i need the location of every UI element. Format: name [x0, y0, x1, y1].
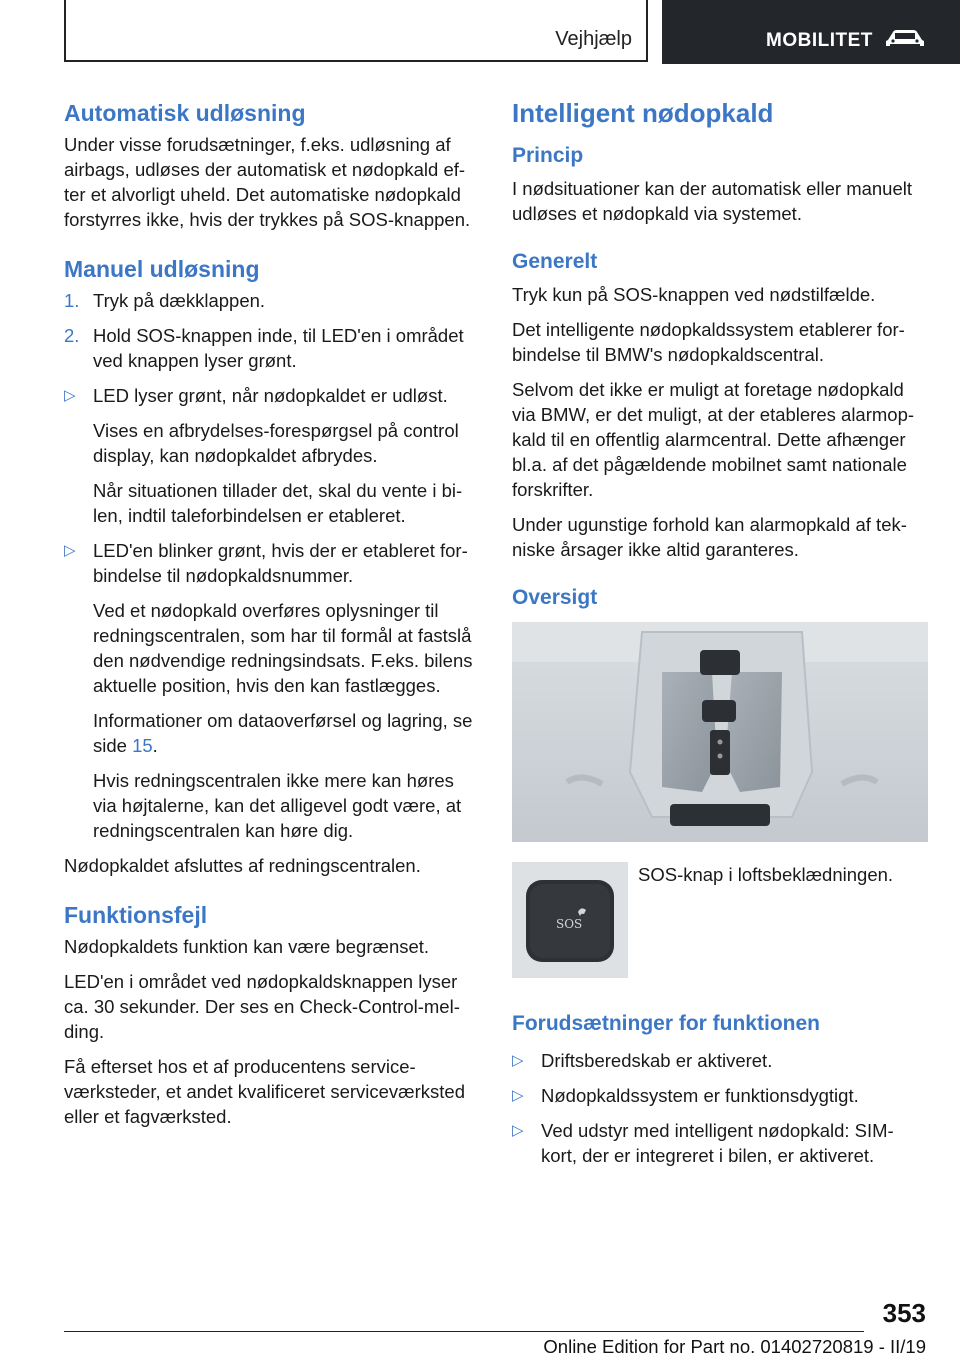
- sos-button-image: [512, 862, 628, 978]
- overhead-console-image: [512, 622, 928, 842]
- step-text: Hold SOS-knappen inde, til LED'en i området ved knappen lyser grønt.: [93, 325, 464, 371]
- step-text: Tryk på dækklappen.: [93, 290, 266, 311]
- bullet-subtext: Når situationen tillader det, skal du vente i bilen, indtil taleforbindelsen er etableret.: [93, 480, 463, 526]
- general-text: Selvom det ikke er muligt at foretage nødopkald via BMW, er det muligt, at der etableres alarmopkald til en offentlig alarmcentral. Dette afhænger bl.a. af det pågældende mobilnet samt nationale forskrifter.: [512, 379, 915, 500]
- caption-row: [512, 862, 928, 980]
- fault-text: Nødopkaldets funktion kan være begrænset.: [64, 936, 430, 957]
- page-number: 353: [882, 1298, 926, 1328]
- tab-mobilitet-label: MOBILITET: [766, 30, 873, 51]
- footer-divider: [64, 1331, 864, 1332]
- triangle-bullet-icon: ▷: [512, 1122, 524, 1139]
- fault-text: Få efterset hos et af producentens serviceværksteder, et andet kvalificeret serviceværksted eller et fagværksted.: [64, 1056, 465, 1127]
- heading-forudsaetninger: Forudsætninger for funktionen: [512, 1012, 820, 1035]
- step-number: 1.: [64, 290, 80, 311]
- tab-mobilitet[interactable]: [662, 0, 960, 64]
- list-item: [512, 1083, 928, 1108]
- heading-generelt: Generelt: [512, 250, 598, 273]
- fault-text: LED'en i området ved nødopkaldsknappen lyser ca. 30 sekunder. Der ses en Check-Control-melding.: [64, 971, 460, 1042]
- triangle-bullet-icon: ▷: [64, 387, 76, 404]
- bullet-subtext: [64, 708, 480, 758]
- bullet-text: LED lyser grønt, når nødopkaldet er udløst.: [93, 385, 448, 406]
- auto-text: Under visse forudsætninger, f.eks. udløsning af airbags, udløses der automatisk et nødopkald efter et alvorligt uheld. Det automatiske nødopkald forstyrres ikke, hvis der trykkes på SOS-knappen.: [64, 134, 471, 230]
- list-item: [64, 288, 480, 313]
- requirement-text: Ved udstyr med intelligent nødopkald: SIM-kort, der er integreret i bilen, er aktiveret.: [541, 1120, 894, 1166]
- heading-manuel-udlosning: Manuel udløsning: [64, 256, 260, 282]
- list-item: [64, 383, 480, 408]
- heading-oversigt: Oversigt: [512, 586, 598, 609]
- heading-intelligent-nodopkald: Intelligent nødopkald: [512, 98, 774, 128]
- heading-funktionsfejl: Funktionsfejl: [64, 902, 208, 928]
- heading-princip: Princip: [512, 144, 584, 167]
- end-text: Nødopkaldet afsluttes af redningscentralen.: [64, 855, 421, 876]
- bullet-subtext: Ved et nødopkald overføres oplysninger til redningscentralen, som har til formål at fastslå den nødvendige redningsindsats. F.eks. bilens aktuelle position, hvis den kan fastlægges.: [93, 600, 473, 696]
- tab-vejhjaelp-label: Vejhjælp: [555, 28, 632, 50]
- general-text: Under ugunstige forhold kan alarmopkald af tekniske årsager ikke altid garanteres.: [512, 514, 907, 560]
- list-item: [512, 1118, 928, 1168]
- tab-vejhjaelp[interactable]: [64, 0, 648, 62]
- list-item: [512, 1048, 928, 1073]
- principle-text: I nødsituationer kan der automatisk eller manuelt udløses et nødopkald via systemet.: [512, 178, 913, 224]
- right-column: [512, 98, 928, 1190]
- triangle-bullet-icon: ▷: [64, 542, 76, 559]
- ref-text: Informationer om dataoverførsel og lagring, se side: [93, 710, 473, 756]
- page-reference-link[interactable]: 15: [132, 735, 153, 756]
- requirement-text: Driftsberedskab er aktiveret.: [541, 1050, 773, 1071]
- list-item: [64, 538, 480, 588]
- triangle-bullet-icon: ▷: [512, 1052, 524, 1069]
- list-item: [64, 323, 480, 373]
- bullet-subtext: Vises en afbrydelses-forespørgsel på control display, kan nødopkaldet afbrydes.: [93, 420, 459, 466]
- ref-text-end: .: [152, 735, 158, 756]
- step-number: 2.: [64, 325, 80, 346]
- general-text: Det intelligente nødopkaldssystem etablerer forbindelse til BMW's nødopkaldscentral.: [512, 319, 905, 365]
- image-caption: SOS-knap i loftsbeklædningen.: [638, 864, 894, 885]
- heading-automatisk-udlosning: Automatisk udløsning: [64, 100, 306, 126]
- bullet-text: LED'en blinker grønt, hvis der er etableret forbindelse til nødopkaldsnummer.: [93, 540, 468, 586]
- left-column: [64, 98, 480, 1151]
- footer-edition: Online Edition for Part no. 01402720819 - II/19: [543, 1336, 926, 1357]
- bullet-subtext: Hvis redningscentralen ikke mere kan høres via højtalerne, kan det alligevel godt være, at redningscentralen kan høre dig.: [93, 770, 462, 841]
- general-text: Tryk kun på SOS-knappen ved nødstilfælde.: [512, 284, 876, 305]
- car-icon: [884, 28, 926, 50]
- sos-label: SOS: [556, 917, 583, 931]
- triangle-bullet-icon: ▷: [512, 1087, 524, 1104]
- requirement-text: Nødopkaldssystem er funktionsdygtigt.: [541, 1085, 859, 1106]
